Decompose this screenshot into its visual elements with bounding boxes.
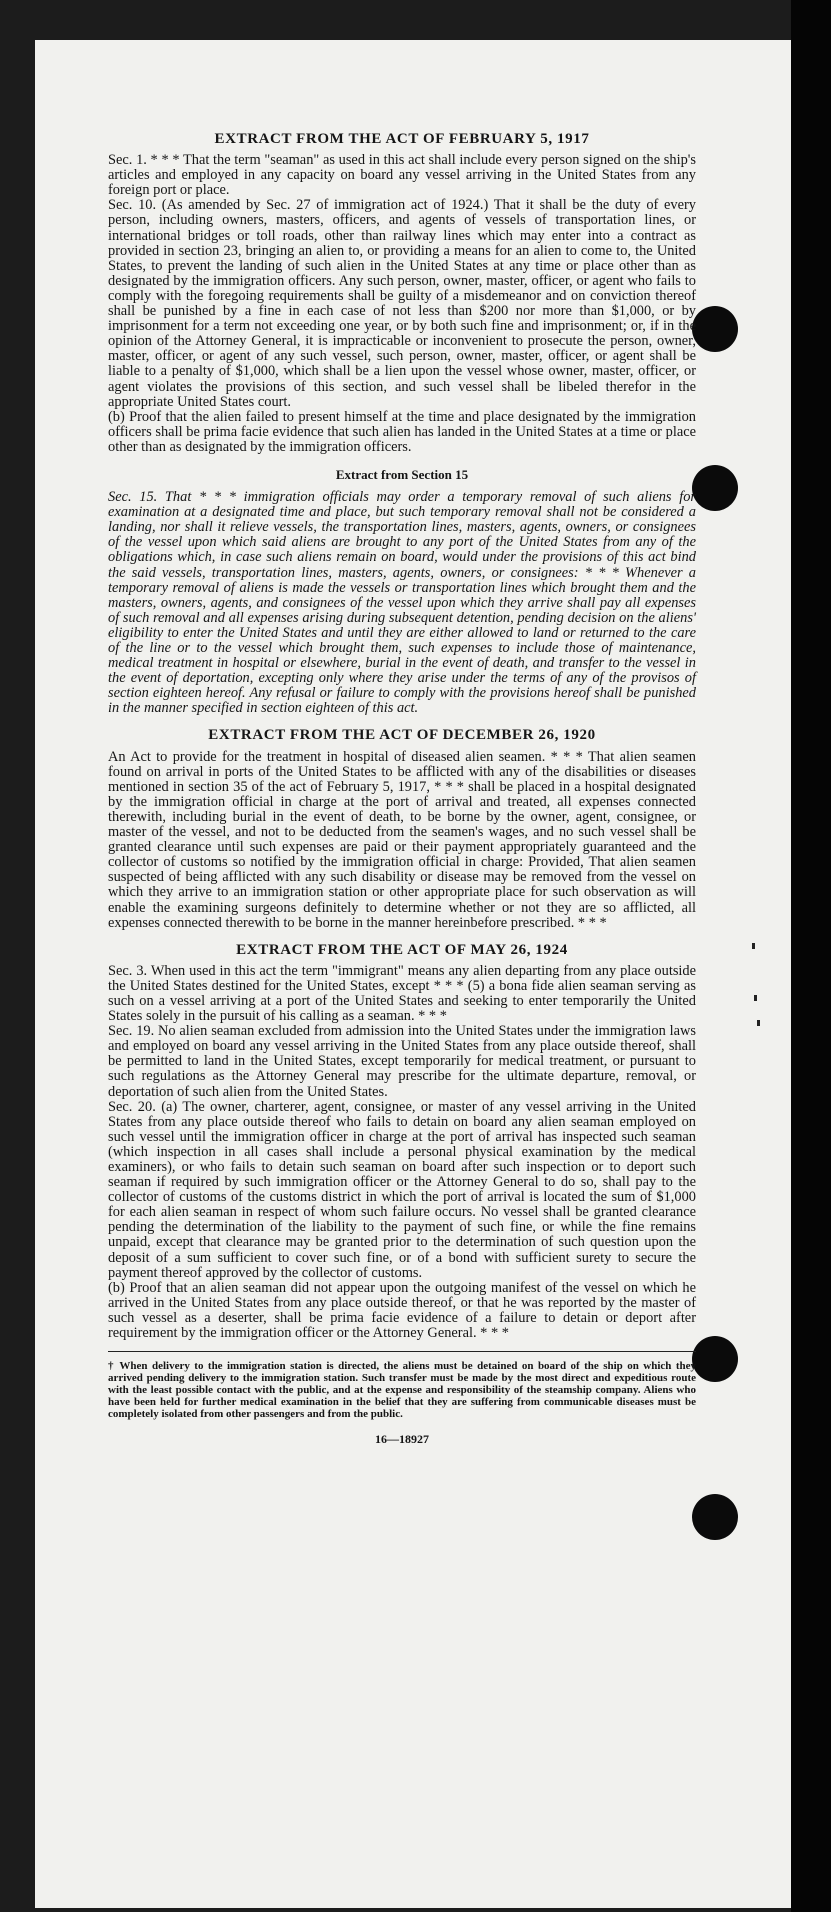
punch-hole bbox=[692, 465, 738, 511]
punch-hole bbox=[692, 1336, 738, 1382]
paragraph: (b) Proof that the alien failed to present himself at the time and place designated by the immigration officers shall be prima facie evidence that such alien has landed in the United States at a time or place other than as designated by the immigration officers. bbox=[108, 408, 696, 455]
margin-mark bbox=[754, 995, 757, 1001]
paragraph: (b) Proof that an alien seaman did not appear upon the outgoing manifest of the vessel on which he arrived in the United States from any place outside thereof, or that he was reported by the master of such vessel as a deserter, shall be prima facie evidence of a failure to detain or deport after requirement by the immigration officer or the Attorney General. * * * bbox=[108, 1279, 696, 1342]
divider bbox=[108, 1351, 696, 1352]
margin-mark bbox=[757, 1020, 760, 1026]
subsection-heading: Extract from Section 15 bbox=[335, 466, 469, 482]
margin-mark bbox=[752, 943, 755, 949]
punch-hole bbox=[692, 1494, 738, 1540]
binding-edge bbox=[791, 0, 831, 1912]
paragraph: Sec. 10. (As amended by Sec. 27 of immigration act of 1924.) That it shall be the duty of every person, including owners, masters, officers, and agents of vessels of transportation lines, or international bridges or toll roads, other than railway lines which may enter into a contract as provided in section 23, bringing an alien to, or providing a means for an alien to come to, the United States, to prevent the landing of such alien in the United States at any time or place other than as designated by the immigration officers. Any such person, owner, master, officer, or agent who fails to comply with the foregoing requirements shall be guilty of a misdemeanor and on conviction thereof shall be punished by a fine in each case of not less than $200 nor more than $1,000, or by imprisonment for a term not exceeding one year, or by both such fine and imprisonment; or, if in the opinion of the Attorney General, it is impracticable or inconvenient to prosecute the person, owner, master, officer, or agent of any such vessel, such person, owner, master, officer, or agent shall be liable to a penalty of $1,000, which shall be a lien upon the vessel whose owner, master, officer, or agent violates the provisions of this section, and such vessel shall be libeled therefor in the appropriate United States court. bbox=[108, 197, 696, 410]
paragraph: Sec. 20. (a) The owner, charterer, agent, consignee, or master of any vessel arriving in the United States from any place outside thereof who fails to detain on board any alien seaman employed on such vessel until the immigration officer in charge at the port of arrival has inspected such seaman (which inspection in all cases shall include a personal physical examination by the medical examiners), or who fails to detain such seaman on board after such inspection or to deport such seaman if required by such immigration officer or the Attorney General to do so, shall pay to the collector of customs of the customs district in which the port of arrival is located the sum of $1,000 for each alien seaman in respect of whom such failure occurs. No vessel shall be granted clearance pending the determination of the liability to the payment of such fine, or while the fine remains unpaid, except that clearance may be granted prior to the determination of such question upon the deposit of a sum sufficient to cover such fine, or of a bond with sufficient surety to secure the payment thereof approved by the collector of customs. bbox=[108, 1098, 696, 1281]
section-heading: EXTRACT FROM THE ACT OF DECEMBER 26, 1920 bbox=[208, 727, 596, 744]
paragraph: Sec. 19. No alien seaman excluded from admission into the United States under the immigration laws and employed on board any vessel arriving in the United States from any place outside thereof, shall be permitted to land in the United States, except temporarily for medical treatment, or pursuant to such regulations as the Attorney General may prescribe for the ultimate departure, removal, or deportation of such alien from the United States. bbox=[108, 1023, 696, 1100]
section-heading: EXTRACT FROM THE ACT OF MAY 26, 1924 bbox=[236, 941, 568, 958]
paragraph: An Act to provide for the treatment in hospital of diseased alien seamen. * * * That alien seamen found on arrival in ports of the United States to be afflicted with any of the disabilities or diseases mentioned in section 35 of the act of February 5, 1917, * * * shall be placed in a hospital designated by the immigration official in charge at the port of arrival and treated, all expenses connected therewith, including burial in the event of death, to be borne by the owner, agent, consignee, or master of the vessel, and not to be deducted from the seamen's wages, and no such vessel shall be granted clearance until such expenses are paid or their payment appropriately guaranteed and the collector of customs so notified by the immigration official in charge: Provided, That alien seamen suspected of being afflicted with any such disability or disease may be removed from the vessel on which they arrive to an immigration station or other appropriate place for such observation as will enable the examining surgeons definitely to determine whether or not they are so afflicted, all expenses connected therewith to be borne in the manner hereinbefore prescribed. * * * bbox=[108, 748, 696, 931]
paragraph: Sec. 3. When used in this act the term "immigrant" means any alien departing from any place outside the United States destined for the United States, except * * * (5) a bona fide alien seaman serving as such on a vessel arriving at a port of the United States and seeking to enter temporarily the United States solely in the pursuit of his calling as a seaman. * * * bbox=[108, 962, 696, 1025]
paragraph: Sec. 1. * * * That the term "seaman" as used in this act shall include every person signed on the ship's articles and employed in any capacity on board any vessel arriving in the United States from any foreign port or place. bbox=[108, 152, 696, 199]
footnote: † When delivery to the immigration station is directed, the aliens must be detained on board of the ship on which they arrived pending delivery to the immigration station. Such transfer must be made by the most direct and expeditious route with the least possible contact with the public, and at the expense and responsibility of the steamship company. Aliens who have been held for further medical examination in the belief that they are suffering from communicable diseases must be completely isolated from other passengers and from the public. bbox=[108, 1360, 696, 1421]
form-number: 16—18927 bbox=[375, 1432, 429, 1447]
paragraph: Sec. 15. That * * * immigration officials may order a temporary removal of such aliens for examination at a designated time and place, but such temporary removal shall not be considered a landing, nor shall it relieve vessels, the transportation lines, masters, agents, owners, or consignees of the vessel upon which said aliens are brought to any port of the United States from any of the obligations which, in case such aliens remain on board, would under the provisions of this act bind the said vessels, transportation lines, masters, agents, owners, or consignees: * * * Whenever a temporary removal of aliens is made the vessels or transportation lines which brought them and the masters, owners, agents, and consignees of the vessel upon which they arrive shall pay all expenses of such removal and all expenses arising during subsequent detention, pending decision on the aliens' eligibility to enter the United States and until they are either allowed to land or returned to the care of the line or to the vessel which brought them, such expenses to include those of maintenance, medical treatment in hospital or elsewhere, burial in the event of death, and transfer to the vessel in the event of deportation, excepting only where they arise under the terms of any of the provisos of section eighteen hereof. Any refusal or failure to comply with the provisions hereof shall be punished in the manner specified in section eighteen of this act. bbox=[108, 489, 696, 717]
document-body bbox=[108, 132, 696, 1447]
punch-hole bbox=[692, 306, 738, 352]
section-heading: EXTRACT FROM THE ACT OF FEBRUARY 5, 1917 bbox=[214, 131, 590, 147]
